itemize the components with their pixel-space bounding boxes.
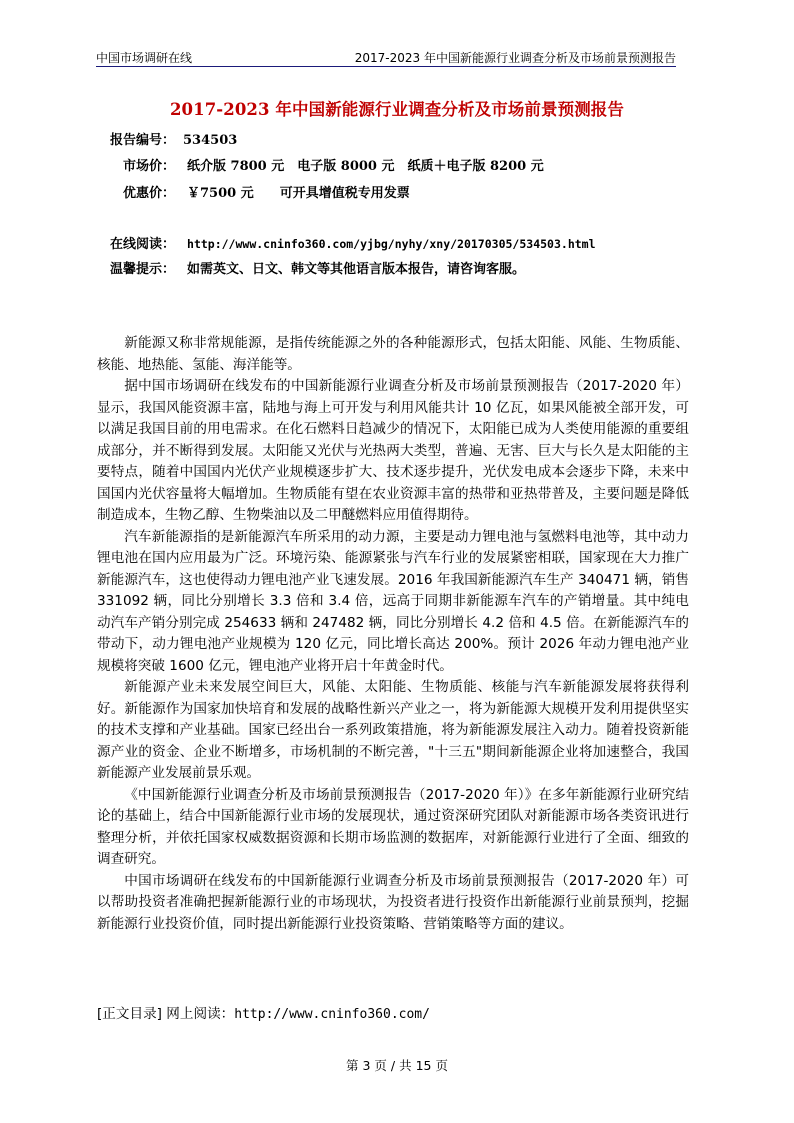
toc-label: [正文目录] 网上阅读： <box>97 1006 235 1022</box>
report-number-label: 报告编号： <box>110 133 176 148</box>
online-label: 在线阅读： <box>110 237 176 252</box>
paragraph: 据中国市场调研在线发布的中国新能源行业调查分析及市场前景预测报告（2017-2020 年）显示，我国风能资源丰富，陆地与海上可开发与利用风能共计 10 亿瓦，如果风能被全部开发，可以满足我国目前的用电需求。在化石燃料日趋减少的情况下，太阳能已成为人类使用能源的重要组成部分，并不断得到发展。太阳能又光伏与光热两大类型，普遍、无害、巨大与长久是太阳能的主要特点，随着中国国内光伏产业规模逐步扩大、技术逐步提升，光伏发电成本会逐步下降，未来中国国内光伏容量将大幅增加。生物质能有望在农业资源丰富的热带和亚热带普及，主要问题是降低制造成本，生物乙醇、生物柴油以及二甲醚燃料应用值得期待。 <box>97 378 689 523</box>
paragraph: 中国市场调研在线发布的中国新能源行业调查分析及市场前景预测报告（2017-2020 年）可以帮助投资者准确把握新能源行业的市场现状，为投资者进行投资作出新能源行业前景预判，挖掘新能源行业投资价值，同时提出新能源行业投资策略、营销策略等方面的建议。 <box>97 872 689 932</box>
paragraph: 汽车新能源指的是新能源汽车所采用的动力源，主要是动力锂电池与氢燃料电池等，其中动力锂电池在国内应用最为广泛。环境污染、能源紧张与汽车行业的发展紧密相联，国家现在大力推广新能源汽车，这也使得动力锂电池产业飞速发展。2016 年我国新能源汽车生产 340471 辆，销售 331092 辆，同比分别增长 3.3 倍和 3.4 倍，远高于同期非新能源车汽车的产销增量。其中纯电动汽车产销分别完成 254633 辆和 247482 辆，同比分别增长 4.2 倍和 4.5 倍。在新能源汽车的带动下，动力锂电池产业规模为 120 亿元，同比增长高达 200%。预计 2026 年动力锂电池产业规模将突破 1600 亿元，锂电池产业将开启十年黄金时代。 <box>97 528 689 674</box>
header-site-name: 中国市场调研在线 <box>96 51 193 65</box>
discount-row <box>123 185 410 203</box>
tip-label: 温馨提示： <box>110 262 176 277</box>
paragraph: 新能源又称非常规能源，是指传统能源之外的各种能源形式，包括太阳能、风能、生物质能、核能、地热能、氢能、海洋能等。 <box>97 335 689 373</box>
price-value: 纸介版 7800 元 电子版 8000 元 纸质＋电子版 8200 元 <box>187 159 544 174</box>
report-title: 2017-2023 年中国新能源行业调查分析及市场前景预测报告 <box>169 100 625 119</box>
toc-url-link[interactable]: http://www.cninfo360.com/ <box>234 1007 430 1022</box>
price-label: 市场价： <box>123 159 176 174</box>
page-header <box>96 48 676 67</box>
online-url-link[interactable]: http://www.cninfo360.com/yjbg/nyhy/xny/20170305/534503.html <box>187 237 596 251</box>
discount-label: 优惠价： <box>123 186 176 201</box>
page-footer: 第 3 页 / 共 15 页 <box>346 1058 448 1073</box>
report-number-value: 534503 <box>183 133 238 148</box>
online-row <box>110 235 596 254</box>
report-body <box>97 333 689 935</box>
price-row <box>123 158 544 176</box>
header-report-title: 2017-2023 年中国新能源行业调查分析及市场前景预测报告 <box>354 51 676 65</box>
report-number-row <box>110 132 237 150</box>
tip-text: 如需英文、日文、韩文等其他语言版本报告，请咨询客服。 <box>187 262 526 277</box>
discount-value: ￥7500 元 可开具增值税专用发票 <box>187 186 410 201</box>
tip-row <box>110 261 525 279</box>
paragraph: 《中国新能源行业调查分析及市场前景预测报告（2017-2020 年）》在多年新能源行业研究结论的基础上，结合中国新能源行业市场的发展现状，通过资深研究团队对新能源市场各类资讯进行整理分析，并依托国家权威数据资源和长期市场监测的数据库，对新能源行业进行了全面、细致的调查研究。 <box>97 786 689 867</box>
toc-row <box>97 1002 430 1022</box>
paragraph: 新能源产业未来发展空间巨大，风能、太阳能、生物质能、核能与汽车新能源发展将获得利好。新能源作为国家加快培育和发展的战略性新兴产业之一，将为新能源大规模开发利用提供坚实的技术支撑和产业基础。国家已经出台一系列政策措施，将为新能源发展注入动力。随着投资新能源产业的资金、企业不断增多，市场机制的不断完善，"十三五"期间新能源企业将加速整合，我国新能源产业发展前景乐观。 <box>97 679 689 781</box>
